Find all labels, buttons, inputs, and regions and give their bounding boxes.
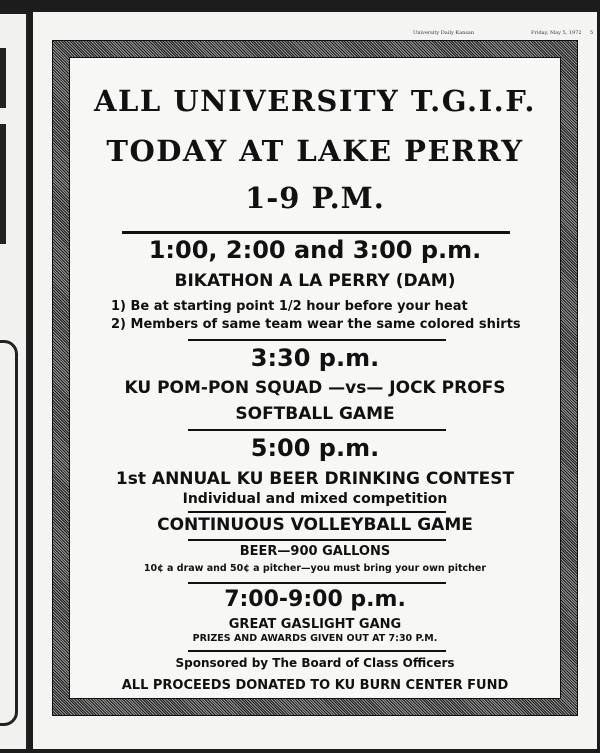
advertisement xyxy=(69,57,561,699)
divider xyxy=(122,231,510,234)
divider xyxy=(188,339,446,341)
event-1-rule-1: 1) Be at starting point 1/2 hour before your heat xyxy=(111,299,468,314)
evening-subtitle: PRIZES AND AWARDS GIVEN OUT AT 7:30 P.M. xyxy=(192,633,438,644)
adjacent-page-curve xyxy=(0,340,18,726)
beer-title: BEER—900 GALLONS xyxy=(239,544,391,559)
advertisement-border xyxy=(52,40,578,716)
divider xyxy=(188,582,446,584)
page-number: 5 xyxy=(590,30,594,36)
adjacent-page-mark xyxy=(0,48,6,108)
adjacent-page-mark xyxy=(0,124,6,244)
running-head xyxy=(33,30,597,40)
event-1-title: BIKATHON A LA PERRY (DAM) xyxy=(174,271,456,291)
adjacent-page-strip xyxy=(0,14,28,749)
headline-line-3: 1-9 P.M. xyxy=(245,181,385,215)
event-3-title: 1st ANNUAL KU BEER DRINKING CONTEST xyxy=(115,469,515,489)
divider xyxy=(188,539,446,541)
event-2-time: 3:30 p.m. xyxy=(250,344,380,372)
newspaper-page xyxy=(33,12,597,749)
event-3-subtitle: Individual and mixed competition xyxy=(182,491,448,507)
divider xyxy=(188,429,446,431)
divider xyxy=(188,650,446,652)
evening-title: GREAT GASLIGHT GANG xyxy=(228,617,402,632)
event-1-time: 1:00, 2:00 and 3:00 p.m. xyxy=(148,236,482,264)
evening-time: 7:00-9:00 p.m. xyxy=(224,587,406,612)
publication-name: University Daily Kansan xyxy=(413,30,475,36)
proceeds-line: ALL PROCEEDS DONATED TO KU BURN CENTER FUND xyxy=(121,678,509,693)
event-2-title: KU POM-PON SQUAD —vs— JOCK PROFS xyxy=(124,378,506,398)
event-1-rule-2: 2) Members of same team wear the same colored shirts xyxy=(111,317,521,332)
sponsor-line: Sponsored by The Board of Class Officers xyxy=(175,656,455,670)
event-2-subtitle: SOFTBALL GAME xyxy=(235,404,395,424)
event-3-time: 5:00 p.m. xyxy=(250,434,380,462)
volleyball-title: CONTINUOUS VOLLEYBALL GAME xyxy=(157,515,473,535)
headline-line-2: TODAY AT LAKE PERRY xyxy=(106,134,524,168)
beer-prices: 10¢ a draw and 50¢ a pitcher—you must bring your own pitcher xyxy=(143,563,487,574)
issue-date: Friday, May 5, 1972 xyxy=(531,30,582,36)
divider xyxy=(188,511,446,513)
headline-line-1: ALL UNIVERSITY T.G.I.F. xyxy=(93,84,537,118)
